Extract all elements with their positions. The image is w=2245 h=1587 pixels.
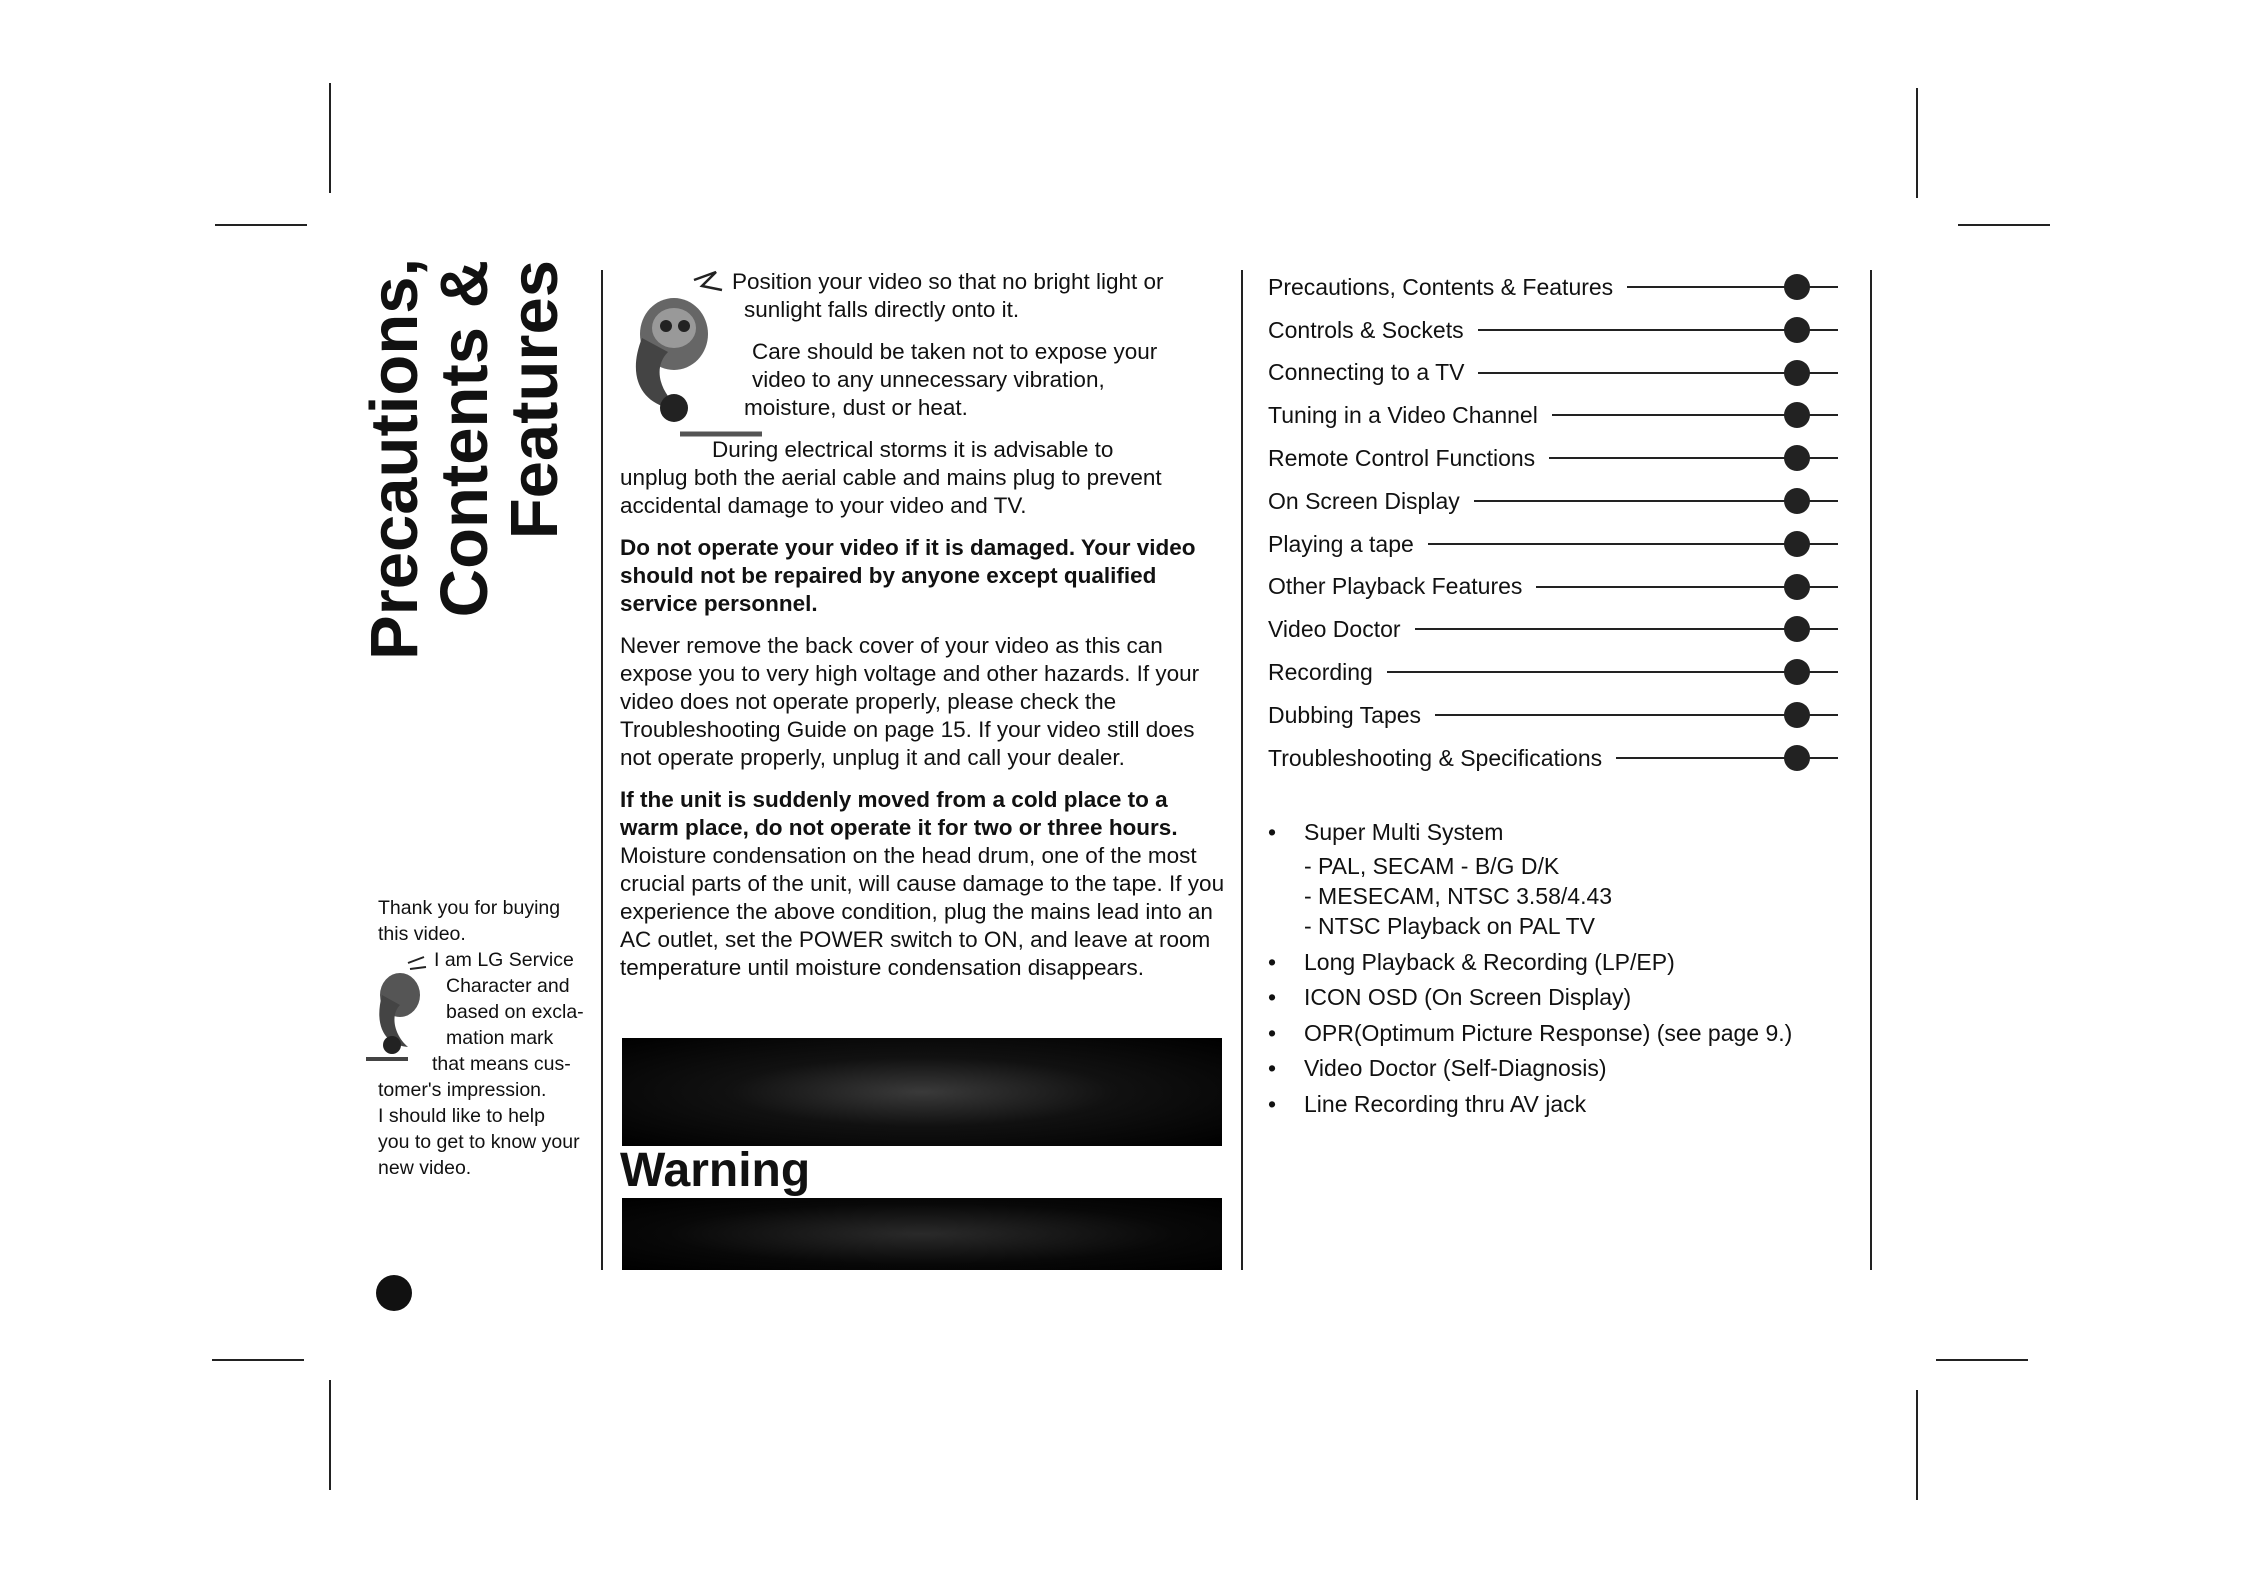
bullet: •	[1268, 1090, 1277, 1117]
contents-list	[1268, 266, 1848, 780]
contents-item-label: On Screen Display	[1268, 488, 1474, 515]
feature-label: ICON OSD (On Screen Display)	[1304, 984, 1632, 1010]
bullet: •	[1268, 1055, 1277, 1081]
page-marker-dot	[1784, 702, 1810, 728]
contents-item	[1268, 309, 1848, 352]
feature-label: OPR(Optimum Picture Response) (see page 9.)	[1304, 1019, 1793, 1046]
page-number-dot	[376, 1275, 412, 1311]
feature-label: Video Doctor (Self-Diagnosis)	[1304, 1055, 1607, 1081]
sidebar-line: I should like to help	[378, 1105, 545, 1127]
title-line: Precautions,	[357, 257, 432, 660]
crop-mark	[329, 1380, 331, 1490]
page-marker-dot	[1784, 402, 1810, 428]
feature-sub-item: - NTSC Playback on PAL TV	[1304, 912, 1596, 939]
contents-item-label: Troubleshooting & Specifications	[1268, 745, 1616, 772]
contents-item	[1268, 694, 1848, 737]
feature-item	[1268, 980, 1868, 1016]
page-marker-dot	[1784, 317, 1810, 343]
precautions-column	[620, 268, 1225, 982]
precaution-paragraph: Moisture condensation on the head drum, one of the most crucial parts of the unit, will cause damage to the tape. If you experience the above condition, plug the mains lead into an AC outlet, set the POWER switch to ON, and leave at room temperature until moisture condensation disappears.	[620, 843, 1225, 980]
features-list	[1268, 815, 1868, 1122]
crop-mark	[1936, 1359, 2028, 1361]
feature-item	[1268, 1051, 1868, 1087]
contents-item-label: Recording	[1268, 659, 1387, 686]
sidebar-line: Character and	[446, 975, 570, 997]
feature-item	[1268, 815, 1868, 851]
contents-item	[1268, 651, 1848, 694]
sidebar-line: new video.	[378, 1157, 472, 1179]
mascot-icon	[364, 955, 444, 1065]
column-divider	[1241, 270, 1243, 1270]
warning-banner	[622, 1038, 1222, 1146]
bullet: •	[1268, 819, 1277, 845]
contents-item	[1268, 394, 1848, 437]
contents-item	[1268, 737, 1848, 780]
sidebar-line: mation mark	[446, 1027, 554, 1049]
page-marker-dot	[1784, 488, 1810, 514]
contents-item	[1268, 352, 1848, 395]
precaution-line: sunlight falls directly onto it.	[744, 297, 1020, 322]
contents-item	[1268, 608, 1848, 651]
precaution-line: Position your video so that no bright light or	[732, 269, 1164, 294]
feature-label: Line Recording thru AV jack	[1304, 1090, 1587, 1117]
contents-item	[1268, 437, 1848, 480]
feature-sub-item: - PAL, SECAM - B/G D/K	[1304, 852, 1560, 879]
contents-item-label: Connecting to a TV	[1268, 359, 1478, 386]
page-marker-dot	[1784, 574, 1810, 600]
warning-heading: Warning	[620, 1144, 811, 1197]
page-marker-dot	[1784, 360, 1810, 386]
feature-item	[1268, 1087, 1868, 1123]
sidebar-line: based on excla-	[446, 1001, 584, 1023]
bullet: •	[1268, 984, 1277, 1010]
crop-mark	[1916, 1390, 1918, 1500]
precaution-line: video to any unnecessary vibration,	[752, 367, 1105, 392]
precaution-paragraph: unplug both the aerial cable and mains plug to prevent accidental damage to your video and TV.	[620, 465, 1162, 518]
sidebar-line: this video.	[378, 923, 466, 945]
contents-item-label: Other Playback Features	[1268, 573, 1536, 600]
crop-mark	[1958, 224, 2050, 226]
contents-item	[1268, 480, 1848, 523]
feature-item	[1268, 945, 1868, 981]
contents-item-label: Video Doctor	[1268, 616, 1415, 643]
sidebar-line: I am LG Service	[434, 949, 574, 971]
contents-item	[1268, 566, 1848, 609]
contents-item-label: Playing a tape	[1268, 531, 1428, 558]
page-marker-dot	[1784, 616, 1810, 642]
feature-item	[1268, 1016, 1868, 1052]
crop-mark	[329, 83, 331, 193]
page-marker-dot	[1784, 659, 1810, 685]
contents-item	[1268, 523, 1848, 566]
precaution-paragraph: Never remove the back cover of your video as this can expose you to very high voltage and other hazards. If your video does not operate properly, please check the Troubleshooting Guide on page 15. If your video still does not operate properly, unplug it and call your dealer.	[620, 633, 1200, 770]
sidebar-line: that means cus-	[432, 1053, 571, 1075]
crop-mark	[1916, 88, 1918, 198]
title-line: Contents &	[427, 260, 502, 618]
sidebar-line: tomer's impression.	[378, 1079, 547, 1101]
title-line: Features	[497, 260, 572, 540]
bullet: •	[1268, 1019, 1277, 1046]
crop-mark	[212, 1359, 304, 1361]
page-marker-dot	[1784, 274, 1810, 300]
crop-mark	[215, 224, 307, 226]
precaution-warning: Do not operate your video if it is damaged. Your video should not be repaired by anyone except qualified service personnel.	[620, 535, 1196, 616]
contents-item-label: Precautions, Contents & Features	[1268, 274, 1627, 301]
sidebar-line: you to get to know your	[378, 1131, 580, 1153]
column-divider	[1870, 270, 1872, 1270]
page-marker-dot	[1784, 445, 1810, 471]
page-marker-dot	[1784, 745, 1810, 771]
contents-item-label: Remote Control Functions	[1268, 445, 1549, 472]
precaution-line: During electrical storms it is advisable to	[712, 437, 1114, 462]
sidebar-line: Thank you for buying	[378, 897, 561, 919]
contents-item-label: Dubbing Tapes	[1268, 702, 1435, 729]
precaution-line: Care should be taken not to expose your	[752, 339, 1158, 364]
contents-item-label: Tuning in a Video Channel	[1268, 402, 1552, 429]
bullet: •	[1268, 948, 1277, 975]
page-marker-dot	[1784, 531, 1810, 557]
feature-sub-item: - MESECAM, NTSC 3.58/4.43	[1304, 882, 1613, 909]
contents-item	[1268, 266, 1848, 309]
warning-banner	[622, 1198, 1222, 1270]
feature-label: Long Playback & Recording (LP/EP)	[1304, 948, 1675, 975]
feature-label: Super Multi System	[1304, 819, 1504, 845]
contents-item-label: Controls & Sockets	[1268, 317, 1478, 344]
precaution-warning: If the unit is suddenly moved from a cold place to a warm place, do not operate it for two or three hours.	[620, 787, 1178, 840]
precaution-line: moisture, dust or heat.	[744, 395, 968, 420]
